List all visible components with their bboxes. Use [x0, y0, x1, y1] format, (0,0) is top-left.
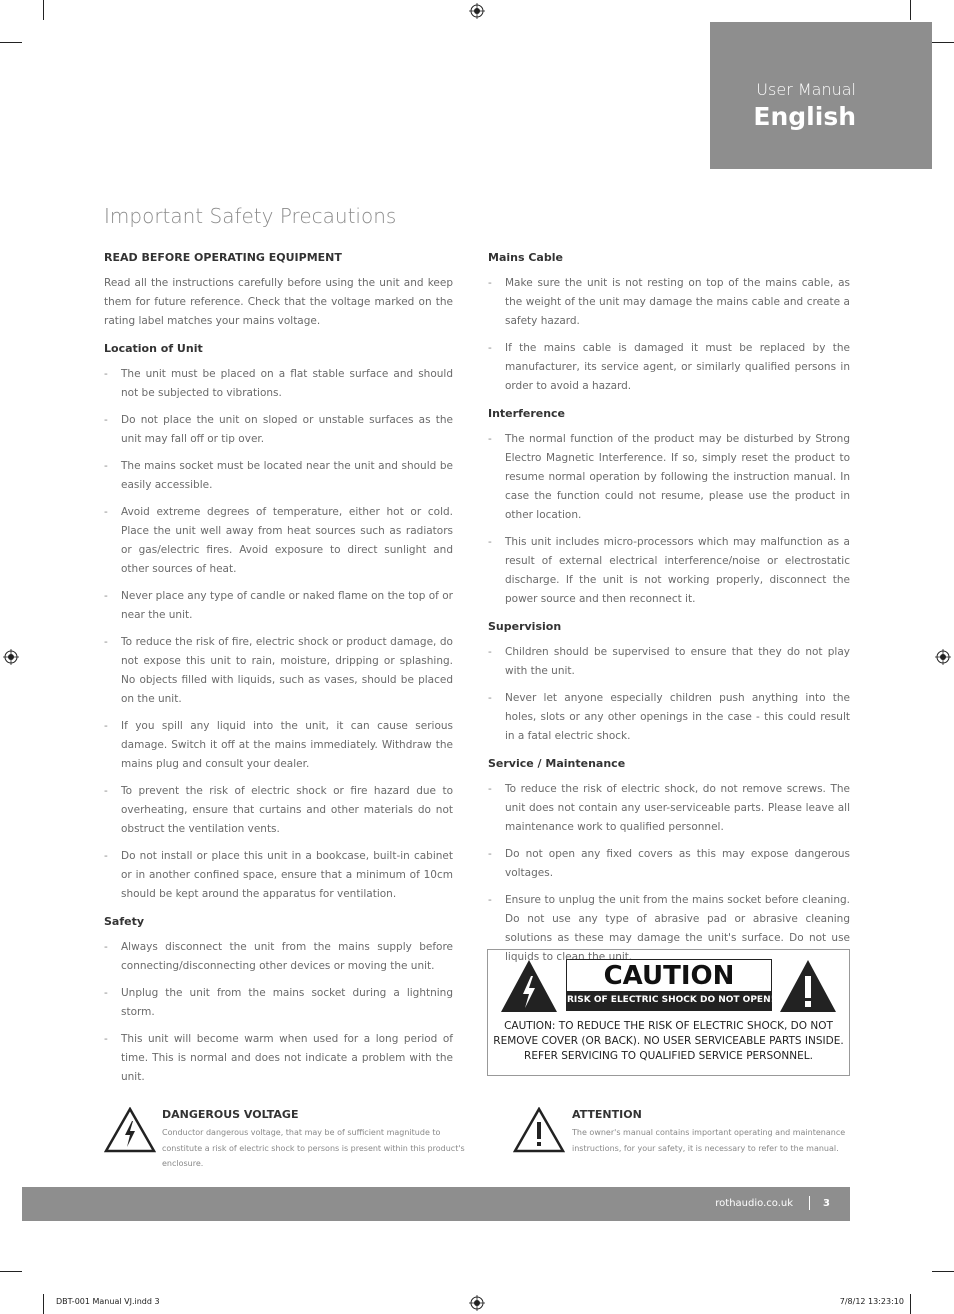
left-column: [104, 250, 453, 1097]
exclamation-warning-icon: [513, 1107, 565, 1153]
list-item: - The mains socket must be located near the unit and should be easily accessible.: [104, 457, 453, 495]
caution-label: [566, 959, 775, 1011]
list-item: - Do not open any fixed covers as this may expose dangerous voltages.: [488, 845, 850, 883]
bullet-list: [488, 780, 850, 967]
list-item: - This unit includes micro-processors which may malfunction as a result of external electrical interference/noise or electrostatic discharge. If the unit is not working properly, disconnect the power source and then reconnect it.: [488, 533, 850, 609]
slug-timestamp: 7/8/12 13:23:10: [839, 1297, 904, 1306]
page-title: Important Safety Precautions: [104, 204, 397, 228]
lightning-warning-icon: [499, 958, 559, 1014]
section-paragraph: Read all the instructions carefully before using the unit and keep them for future reference. Check that the voltage marked on the rating label matches your mains voltage.: [104, 277, 453, 327]
footer-bar: [22, 1187, 850, 1221]
exclamation-warning-icon: [778, 958, 838, 1014]
crop-mark: [0, 1271, 22, 1272]
section-title: Interference: [488, 407, 566, 420]
section-interference: [488, 406, 850, 609]
list-item: - To reduce the risk of electric shock, do not remove screws. The unit does not contain any user-serviceable parts. Please leave all maintenance work to qualified personnel.: [488, 780, 850, 837]
crop-mark: [910, 1294, 911, 1314]
header-language: English: [753, 102, 856, 131]
footer-divider: [809, 1196, 810, 1210]
list-item: - Do not place the unit on sloped or unstable surfaces as the unit may fall off or tip over.: [104, 411, 453, 449]
page-number: 3: [823, 1198, 830, 1209]
lightning-warning-icon: [104, 1107, 156, 1153]
list-item: - This unit will become warm when used for a long period of time. This is normal and does not indicate a problem with the unit.: [104, 1030, 453, 1087]
caution-text: CAUTION: TO REDUCE THE RISK OF ELECTRIC SHOCK, DO NOT REMOVE COVER (OR BACK). NO USER SERVICEABLE PARTS INSIDE. REFER SERVICING TO QUALIFIED SERVICE PERSONNEL.: [493, 1020, 844, 1062]
section-location: [104, 341, 453, 904]
dangerous-voltage-title: DANGEROUS VOLTAGE: [162, 1108, 299, 1121]
crop-mark: [43, 0, 44, 20]
bullet-list: [104, 365, 453, 904]
crop-mark: [932, 1271, 954, 1272]
section-mains-cable: [488, 250, 850, 396]
list-item: - To reduce the risk of fire, electric shock or product damage, do not expose this unit to rain, moisture, dripping or splashing. No objects filled with liquids, such as vases, should be placed on the unit.: [104, 633, 453, 709]
section-service: [488, 756, 850, 967]
section-title: Supervision: [488, 620, 562, 633]
list-item: - Children should be supervised to ensure that they do not play with the unit.: [488, 643, 850, 681]
bullet-list: [104, 938, 453, 1087]
section-title: Safety: [104, 915, 145, 928]
language-header-box: [710, 22, 932, 169]
list-item: - Unplug the unit from the mains socket during a lightning storm.: [104, 984, 453, 1022]
bullet-list: [488, 274, 850, 396]
list-item: - Always disconnect the unit from the mains supply before connecting/disconnecting other devices or moving the unit.: [104, 938, 453, 976]
list-item: - To prevent the risk of electric shock or fire hazard due to overheating, ensure that curtains and other materials do not obstruct the ventilation vents.: [104, 782, 453, 839]
crop-mark: [932, 42, 954, 43]
right-column: [488, 250, 850, 977]
list-item: - The normal function of the product may be disturbed by Strong Electro Magnetic Interference. If so, simply reset the product to resume normal operation by following the instruction manual. In case the function could not resume, please use the product in other location.: [488, 430, 850, 525]
registration-mark-icon: [935, 649, 951, 665]
list-item: - If you spill any liquid into the unit, it can cause serious damage. Switch it off at the mains immediately. Withdraw the mains plug and consult your dealer.: [104, 717, 453, 774]
registration-mark-icon: [469, 3, 485, 19]
section-title: Location of Unit: [104, 342, 203, 355]
section-supervision: [488, 619, 850, 746]
section-safety: [104, 914, 453, 1087]
registration-mark-icon: [469, 1295, 485, 1311]
section-title: READ BEFORE OPERATING EQUIPMENT: [104, 251, 342, 264]
bullet-list: [488, 430, 850, 609]
list-item: - Avoid extreme degrees of temperature, either hot or cold. Place the unit well away from heat sources such as radiators or gas/electric fires. Avoid exposure to direct sunlight and other sources of heat.: [104, 503, 453, 579]
caution-strip: RISK OF ELECTRIC SHOCK DO NOT OPEN!: [567, 991, 771, 1010]
footer-website: rothaudio.co.uk: [715, 1198, 793, 1209]
crop-mark: [43, 1294, 44, 1314]
crop-mark: [0, 42, 22, 43]
list-item: - The unit must be placed on a flat stable surface and should not be subjected to vibrations.: [104, 365, 453, 403]
list-item: - Never place any type of candle or naked flame on the top of or near the unit.: [104, 587, 453, 625]
attention-title: ATTENTION: [572, 1108, 642, 1121]
dangerous-voltage-text: Conductor dangerous voltage, that may be of sufficient magnitude to constitute a risk of electric shock to persons is present within this product's enclosure.: [162, 1128, 465, 1168]
list-item: - If the mains cable is damaged it must be replaced by the manufacturer, its service agent, or similarly qualified persons in order to avoid a hazard.: [488, 339, 850, 396]
list-item: - Never let anyone especially children push anything into the holes, slots or any other openings in the case - this could result in a fatal electric shock.: [488, 689, 850, 746]
slug-filename: DBT-001 Manual VJ.indd 3: [56, 1297, 160, 1306]
bullet-list: [488, 643, 850, 746]
caution-box: [487, 949, 850, 1076]
attention-text: The owner's manual contains important operating and maintenance instructions, for your safety, it is necessary to refer to the manual.: [572, 1128, 846, 1153]
list-item: - Ensure to unplug the unit from the mains socket before cleaning. Do not use any type of abrasive pad or abrasive cleaning solutions as these may damage the unit's surface. Do not use liquids to clean the unit.: [488, 891, 850, 967]
crop-mark: [910, 0, 911, 20]
registration-mark-icon: [3, 649, 19, 665]
section-title: Service / Maintenance: [488, 757, 626, 770]
section-read-before: [104, 250, 453, 331]
caution-word: CAUTION: [603, 961, 735, 991]
list-item: - Do not install or place this unit in a bookcase, built-in cabinet or in another confined space, ensure that a minimum of 10cm should be kept around the apparatus for ventilation.: [104, 847, 453, 904]
section-title: Mains Cable: [488, 251, 563, 264]
header-subtitle: User Manual: [756, 80, 856, 99]
list-item: - Make sure the unit is not resting on top of the mains cable, as the weight of the unit may damage the mains cable and create a safety hazard.: [488, 274, 850, 331]
